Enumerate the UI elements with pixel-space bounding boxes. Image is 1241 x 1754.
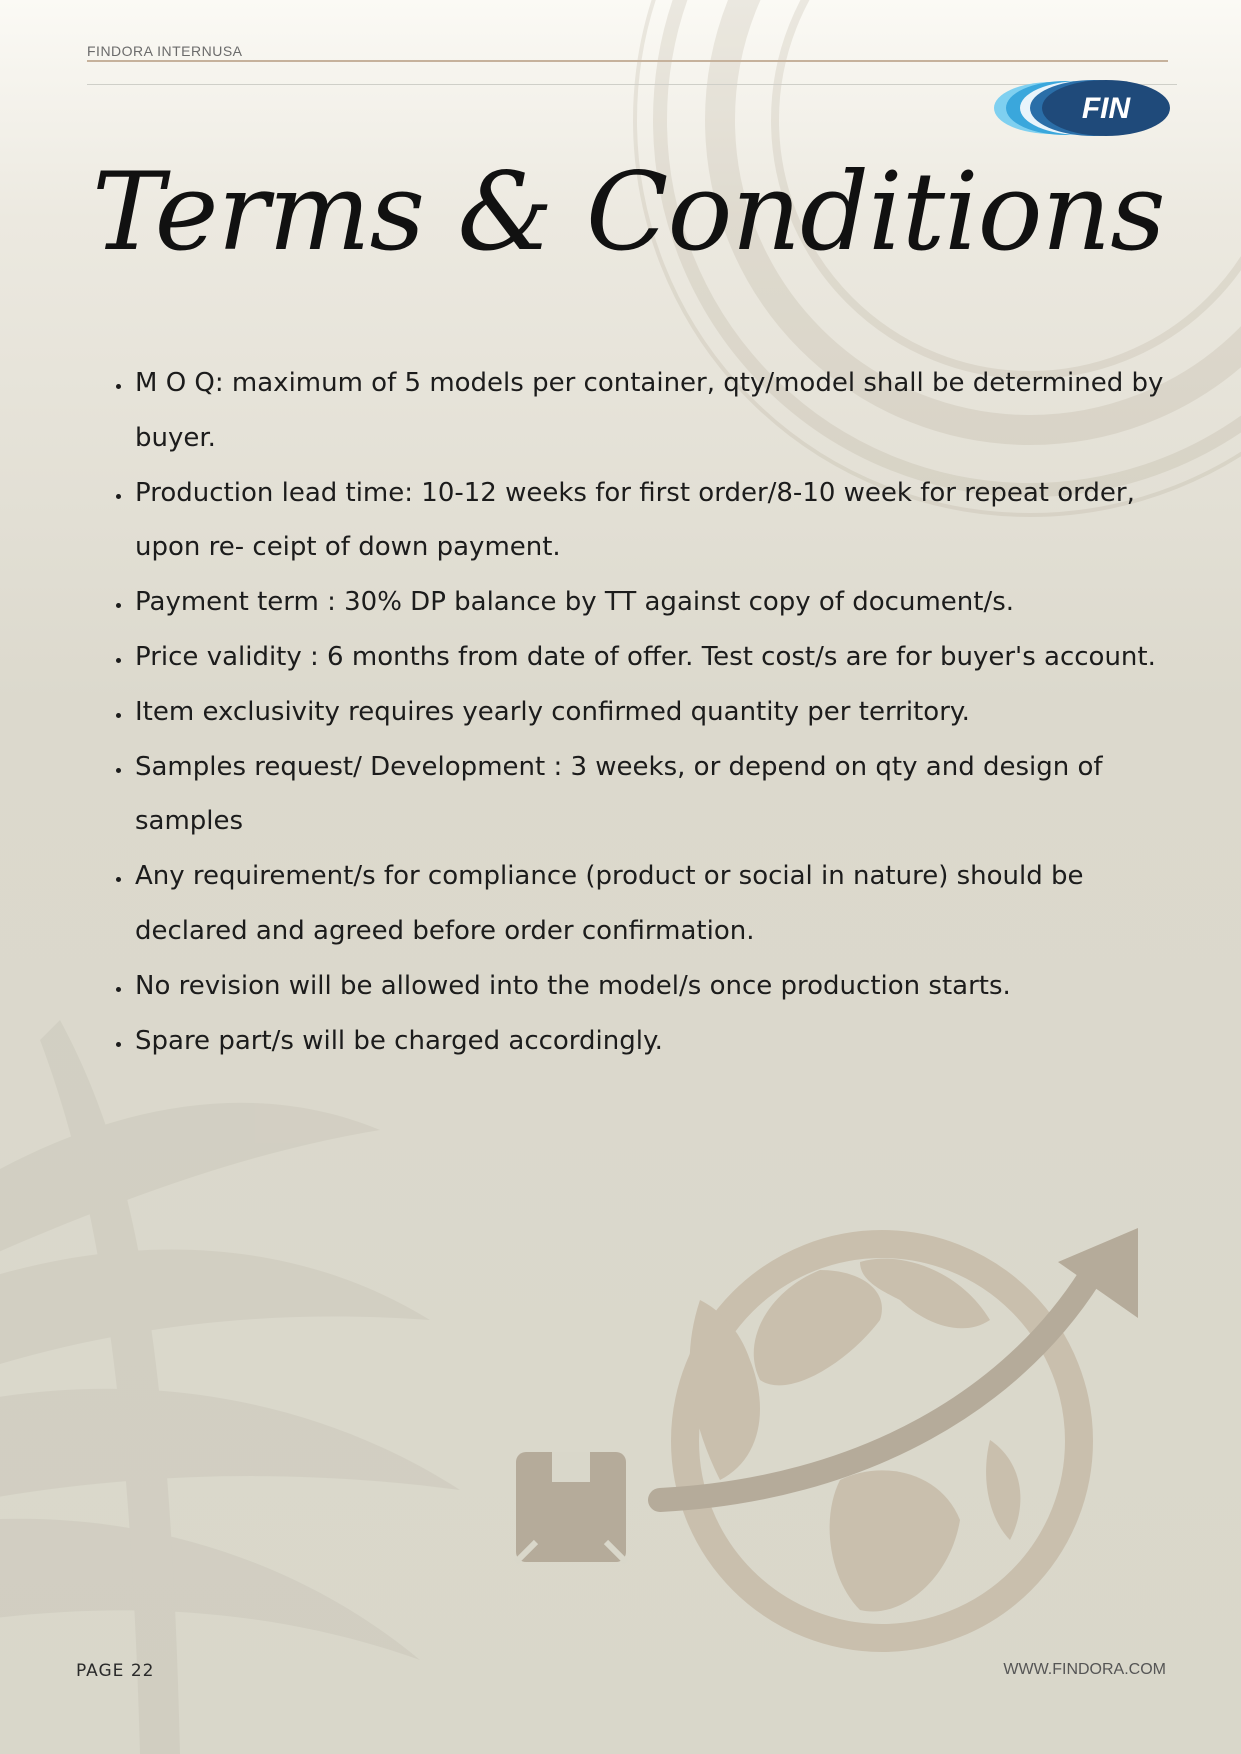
globe-export-illustration [516,1228,1138,1638]
terms-list [103,356,1193,1068]
term-item: • M O Q: maximum of 5 models per container, qty/model shall be determined by buyer. [133,356,1193,466]
term-item: • Price validity : 6 months from date of offer. Test cost/s are for buyer's account. [133,630,1193,685]
term-item: • Samples request/ Development : 3 weeks, or depend on qty and design of samples [133,740,1193,850]
company-name: FINDORA INTERNUSA [87,43,243,59]
header-rule [87,60,1168,62]
term-item: • Spare part/s will be charged accordingly. [133,1014,1193,1069]
term-item: • No revision will be allowed into the model/s once production starts. [133,959,1193,1014]
logo-text: FIN [1081,92,1131,125]
palm-leaf-shadow [0,1020,460,1754]
term-item: • Any requirement/s for compliance (product or social in nature) should be declared and agreed before order confirmation. [133,849,1193,959]
term-item: • Payment term : 30% DP balance by TT against copy of document/s. [133,575,1193,630]
fin-logo [990,80,1170,136]
term-item: • Item exclusivity requires yearly confirmed quantity per territory. [133,685,1193,740]
page-number: PAGE 22 [76,1661,155,1681]
website-url: WWW.FINDORA.COM [1003,1661,1166,1678]
page-title: Terms & Conditions [92,150,1165,275]
term-item: • Production lead time: 10-12 weeks for first order/8-10 week for repeat order, upon re- ceipt of down payment. [133,466,1193,576]
